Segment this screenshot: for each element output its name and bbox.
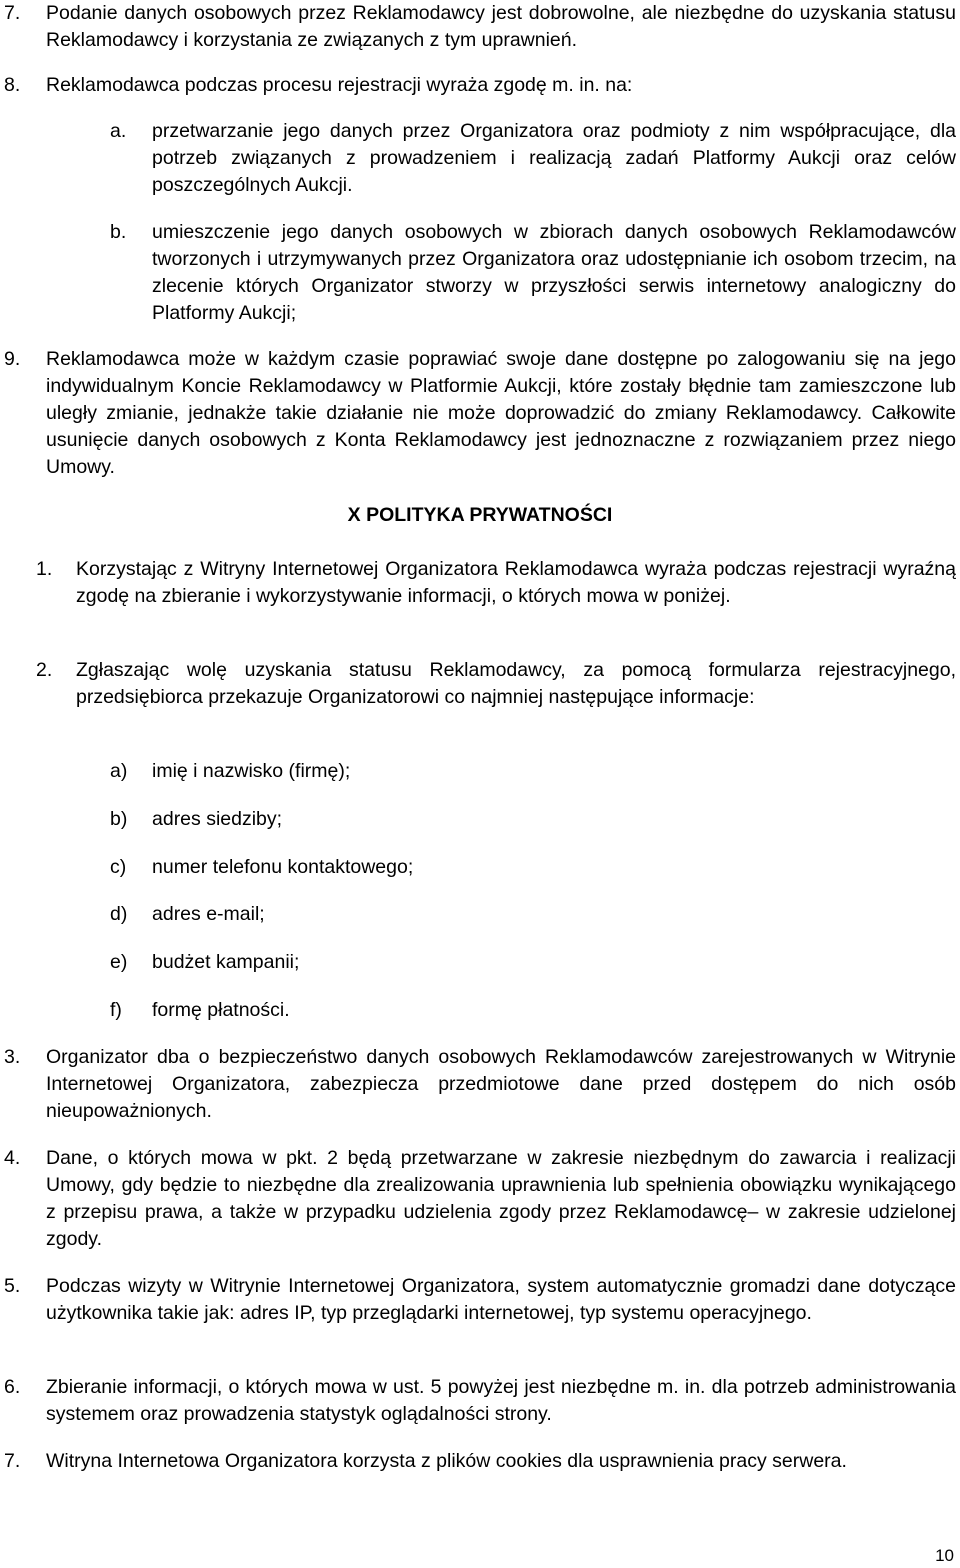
list-item — [4, 1273, 956, 1327]
list-item — [110, 997, 290, 1024]
list-text: adres e-mail; — [152, 903, 265, 925]
list-text: adres siedziby; — [152, 808, 283, 830]
list-item — [4, 0, 956, 54]
item-text: Zbieranie informacji, o których mowa w ust. 5 powyżej jest niezbędne m. in. dla potrzeb administrowania systemem oraz prowadzenia statystyk oglądalności strony. — [46, 1376, 956, 1425]
list-letter: a) — [110, 760, 128, 782]
item-number: 3. — [4, 1046, 21, 1068]
list-item — [4, 1044, 956, 1125]
list-letter: d) — [110, 903, 128, 925]
list-item — [4, 346, 956, 481]
list-letter: c) — [110, 856, 127, 878]
item-number: 5. — [4, 1275, 21, 1297]
sub-item-letter: b. — [110, 221, 127, 243]
list-item — [110, 758, 350, 785]
list-item — [36, 556, 956, 610]
list-item — [110, 949, 299, 976]
list-item — [110, 854, 413, 881]
list-text: imię i nazwisko (firmę); — [152, 760, 351, 782]
item-text: Korzystając z Witryny Internetowej Organizatora Reklamodawca wyraża podczas rejestracji wyraźną zgodę na zbieranie i wykorzystywanie informacji, o których mowa w poniżej. — [76, 558, 956, 607]
sub-list-item — [110, 118, 956, 199]
item-text: Reklamodawca może w każdym czasie poprawiać swoje dane dostępne po zalogowaniu się na jego indywidualnym Koncie Reklamodawcy w Platformie Aukcji, które zostały błędnie tam zamieszczone lub uległy zmianie, jednakże takie działanie nie może doprowadzić do zmiany Reklamodawcy. Całkowite usunięcie danych osobowych z Konta Reklamodawcy jest jednoznaczne z rozwiązaniem przez niego Umowy. — [46, 348, 956, 478]
item-number: 8. — [4, 74, 21, 96]
section-title: X POLITYKA PRYWATNOŚCI — [347, 504, 613, 526]
list-letter: b) — [110, 808, 128, 830]
item-text: Zgłaszając wolę uzyskania statusu Reklamodawcy, za pomocą formularza rejestracyjnego, przedsiębiorca przekazuje Organizatorowi co najmniej następujące informacje: — [76, 659, 956, 708]
sub-list-item — [110, 219, 956, 327]
item-text: Podczas wizyty w Witrynie Internetowej Organizatora, system automatycznie gromadzi dane dotyczące użytkownika takie jak: adres IP, typ przeglądarki internetowej, typ systemu operacyjnego. — [46, 1275, 956, 1324]
item-text: Witryna Internetowa Organizatora korzysta z plików cookies dla usprawnienia pracy serwera. — [46, 1450, 847, 1472]
list-item — [36, 657, 956, 711]
list-text: budżet kampanii; — [152, 951, 300, 973]
item-number: 1. — [36, 558, 53, 580]
item-text: Podanie danych osobowych przez Reklamodawcy jest dobrowolne, ale niezbędne do uzyskania statusu Reklamodawcy i korzystania ze związanych z tym uprawnień. — [46, 2, 956, 51]
item-number: 7. — [4, 1450, 21, 1472]
item-number: 6. — [4, 1376, 21, 1398]
list-text: formę płatności. — [152, 999, 290, 1021]
list-item — [4, 1448, 956, 1475]
list-item — [4, 1374, 956, 1428]
sub-item-letter: a. — [110, 120, 127, 142]
list-item — [4, 72, 956, 99]
page-number: 10 — [935, 1546, 954, 1565]
item-text: Reklamodawca podczas procesu rejestracji wyraża zgodę m. in. na: — [46, 74, 633, 96]
list-letter: e) — [110, 951, 128, 973]
item-number: 7. — [4, 2, 21, 24]
item-number: 4. — [4, 1147, 21, 1169]
list-item — [110, 806, 282, 833]
sub-item-text: przetwarzanie jego danych przez Organizatora oraz podmioty z nim współpracujące, dla potrzeb związanych z prowadzeniem i realizacją zadań Platformy Aukcji oraz celów poszczególnych Aukcji. — [152, 120, 956, 196]
list-letter: f) — [110, 999, 122, 1021]
item-number: 2. — [36, 659, 53, 681]
item-text: Dane, o których mowa w pkt. 2 będą przetwarzane w zakresie niezbędnym do zawarcia i realizacji Umowy, gdy będzie to niezbędne dla zrealizowania uprawnienia lub spełnienia obowiązku wynikającego z przepisu prawa, a także w przypadku udzielenia zgody przez Reklamodawcę– w zakresie udzielonej zgody. — [46, 1147, 956, 1250]
item-text: Organizator dba o bezpieczeństwo danych osobowych Reklamodawców zarejestrowanych w Witrynie Internetowej Organizatora, zabezpiecza przedmiotowe dane przed dostępem do nich osób nieupoważnionych. — [46, 1046, 956, 1122]
list-text: numer telefonu kontaktowego; — [152, 856, 414, 878]
list-item — [4, 1145, 956, 1253]
sub-item-text: umieszczenie jego danych osobowych w zbiorach danych osobowych Reklamodawców tworzonych i utrzymywanych przez Organizatora oraz udostępnianie ich osobom trzecim, na zlecenie których Organizator stworzy w przyszłości serwis internetowy analogiczny do Platformy Aukcji; — [152, 221, 956, 324]
item-number: 9. — [4, 348, 21, 370]
list-item — [110, 901, 265, 928]
